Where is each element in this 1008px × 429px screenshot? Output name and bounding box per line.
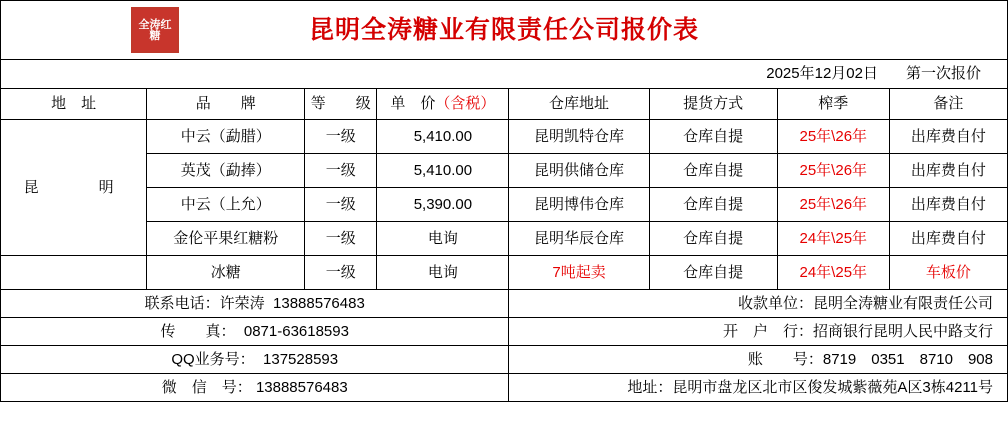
cell-price: 电询 [377,222,509,256]
cell-delivery: 仓库自提 [649,222,777,256]
header-address: 地 址 [1,89,147,120]
footer-value: 0871-63618593 [243,322,349,340]
table-row [1,188,1008,222]
cell-delivery: 仓库自提 [649,154,777,188]
cell-price: 5,410.00 [377,120,509,154]
cell-warehouse: 昆明博伟仓库 [509,188,649,222]
footer-payee [509,290,1008,318]
header-price-label: 单 价 [390,95,436,112]
header-grade: 等 级 [305,89,377,120]
cell-grade: 一级 [305,222,377,256]
footer-address [509,374,1008,402]
cell-warehouse: 7吨起卖 [509,256,649,290]
cell-brand: 冰糖 [147,256,305,290]
footer-fax [1,318,509,346]
date-cell [1,60,1008,89]
footer-row [1,374,1008,402]
page-title: 昆明全涛糖业有限责任公司报价表 [308,15,699,44]
cell-delivery: 仓库自提 [649,188,777,222]
footer-wechat [1,374,509,402]
footer-bank [509,318,1008,346]
footer-qq [1,346,509,374]
header-delivery: 提货方式 [649,89,777,120]
quote-date: 2025年12月02日 [766,65,878,82]
table-row [1,256,1008,290]
cell-grade: 一级 [305,256,377,290]
footer-label: 开 户 行： [722,322,813,340]
cell-brand: 中云（上允） [147,188,305,222]
footer-label: 微 信 号： [161,378,252,396]
header-price-note: （含税） [435,95,496,112]
footer-label: 地址： [627,378,673,396]
cell-grade: 一级 [305,120,377,154]
cell-warehouse: 昆明凯特仓库 [509,120,649,154]
title-row [1,1,1008,60]
footer-row [1,346,1008,374]
cell-delivery: 仓库自提 [649,256,777,290]
header-remark: 备注 [889,89,1007,120]
footer-label: 传 真： [160,322,236,340]
header-warehouse: 仓库地址 [509,89,649,120]
company-seal-icon: 全涛红糖 [131,7,179,53]
cell-season: 24年\25年 [777,256,889,290]
footer-value: 13888576483 [273,294,365,312]
footer-value: 昆明市盘龙区北市区俊发城紫薇苑A区3栋4211号 [672,378,993,396]
cell-warehouse: 昆明华辰仓库 [509,222,649,256]
table-row [1,154,1008,188]
cell-delivery: 仓库自提 [649,120,777,154]
date-row [1,60,1008,89]
cell-brand: 中云（勐腊） [147,120,305,154]
header-price [377,89,509,120]
table-header-row [1,89,1008,120]
cell-remark: 出库费自付 [889,222,1007,256]
footer-value: 昆明全涛糖业有限责任公司 [812,294,993,312]
title-cell [1,1,1008,60]
region-cell-empty [1,256,147,290]
region-cell: 昆 明 [1,120,147,256]
cell-season: 25年\26年 [777,154,889,188]
cell-grade: 一级 [305,188,377,222]
cell-remark: 出库费自付 [889,154,1007,188]
footer-label: 账 号： [747,350,823,368]
cell-price: 电询 [377,256,509,290]
cell-brand: 英茂（勐捧） [147,154,305,188]
footer-value: 137528593 [263,350,339,368]
cell-remark: 出库费自付 [889,188,1007,222]
footer-row [1,290,1008,318]
cell-brand: 金伦平果红糖粉 [147,222,305,256]
table-row [1,120,1008,154]
header-brand: 品 牌 [147,89,305,120]
cell-remark: 出库费自付 [889,120,1007,154]
footer-row [1,318,1008,346]
cell-season: 24年\25年 [777,222,889,256]
quote-round: 第一次报价 [905,65,981,82]
cell-remark: 车板价 [889,256,1007,290]
cell-season: 25年\26年 [777,120,889,154]
footer-label: 收款单位： [737,294,813,312]
cell-price: 5,410.00 [377,154,509,188]
footer-account [509,346,1008,374]
cell-price: 5,390.00 [377,188,509,222]
footer-label: 联系电话：许荣涛 [144,294,265,312]
cell-warehouse: 昆明供储仓库 [509,154,649,188]
footer-label: QQ业务号： [171,350,255,368]
footer-value: 8719 0351 8710 908 [822,350,993,368]
table-row [1,222,1008,256]
header-season: 榨季 [777,89,889,120]
footer-value: 招商银行昆明人民中路支行 [812,322,993,340]
footer-contact-phone [1,290,509,318]
cell-grade: 一级 [305,154,377,188]
cell-season: 25年\26年 [777,188,889,222]
footer-value: 13888576483 [255,378,348,396]
